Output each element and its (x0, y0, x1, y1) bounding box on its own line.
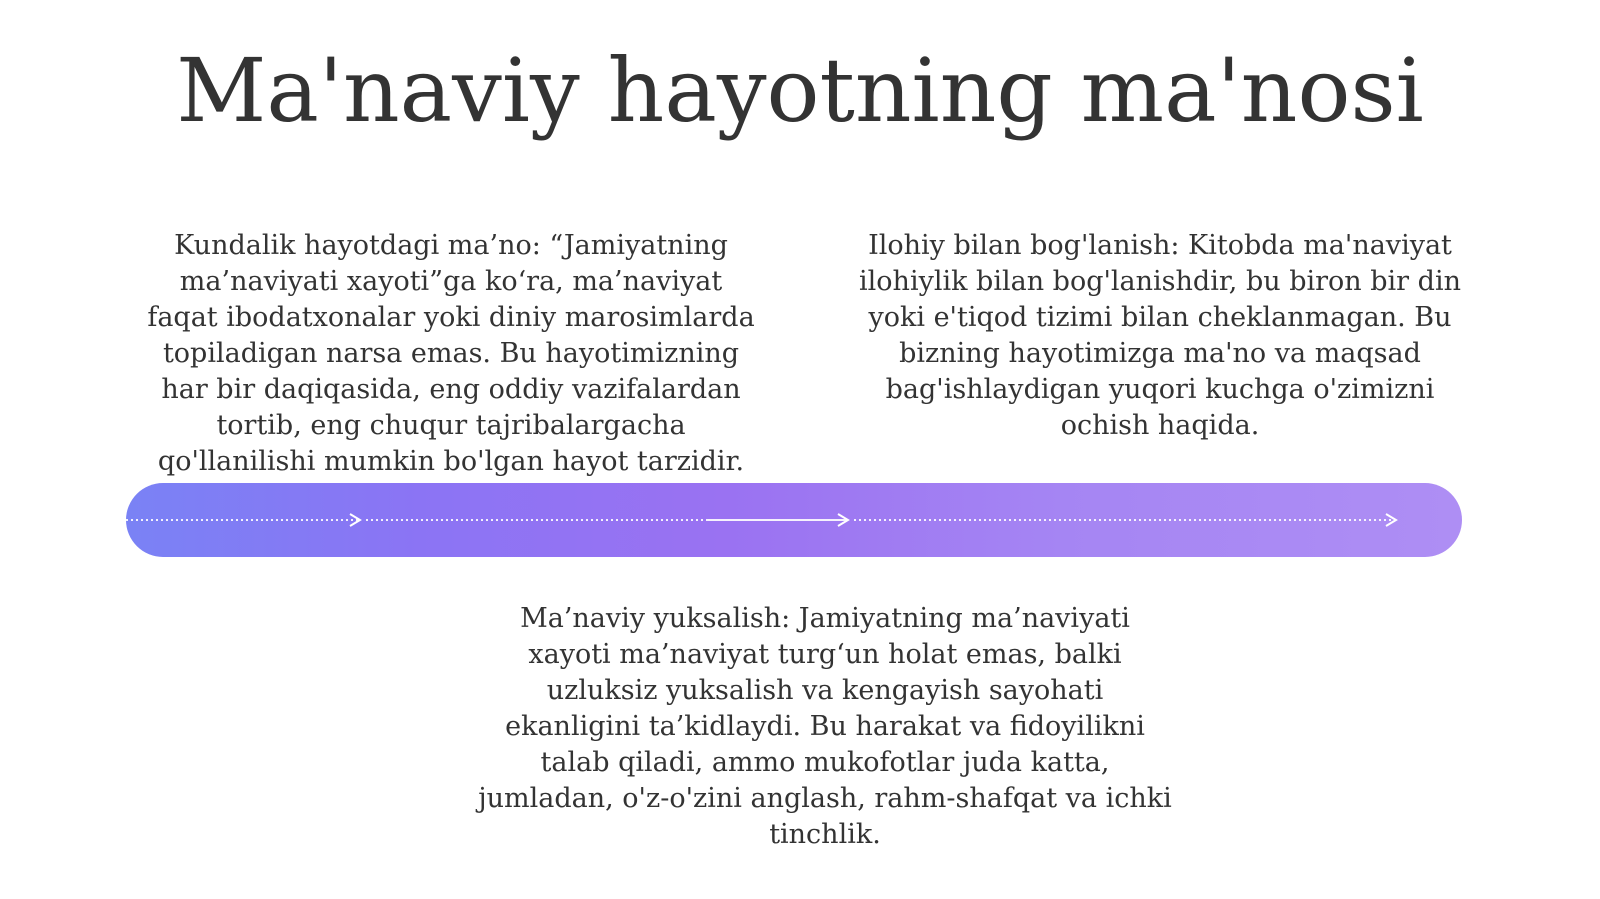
timeline-segment-3 (854, 514, 1396, 526)
text-block-daily-life: Kundalik hayotdagi ma’no: “Jamiyatning ma’naviyati xayoti”ga ko‘ra, ma’naviyat faqat ibodatxonalar yoki diniy marosimlarda topiladigan narsa emas. Bu hayotimizning har bir daqiqasida, eng oddiy vazifalardan tortib, eng chuqur tajribalargacha qo'llanilishi mumkin bo'lgan hayot tarzidir. (147, 230, 755, 477)
timeline-arrows (126, 483, 1462, 557)
slide-title: Ma'naviy hayotning ma'nosi (176, 39, 1424, 142)
timeline-segment-2 (366, 514, 848, 526)
text-block-divine-connection: Ilohiy bilan bog'lanish: Kitobda ma'naviyat ilohiylik bilan bog'lanishdir, bu biron bir din yoki e'tiqod tizimi bilan cheklanmagan. Bu bizning hayotimizga ma'no va maqsad bag'ishlaydigan yuqori kuchga o'zimizni ochish haqida. (859, 230, 1461, 441)
timeline-segment-1 (126, 514, 360, 526)
timeline-bar (126, 483, 1462, 557)
text-block-spiritual-growth: Ma’naviy yuksalish: Jamiyatning ma’naviyati xayoti ma’naviyat turg‘un holat emas, balki uzluksiz yuksalish va kengayish sayohati ekanligini ta’kidlaydi. Bu harakat va fidoyilikni talab qiladi, ammo mukofotlar juda katta, jumladan, o'z-o'zini anglash, rahm-shafqat va ichki tinchlik. (478, 603, 1172, 850)
